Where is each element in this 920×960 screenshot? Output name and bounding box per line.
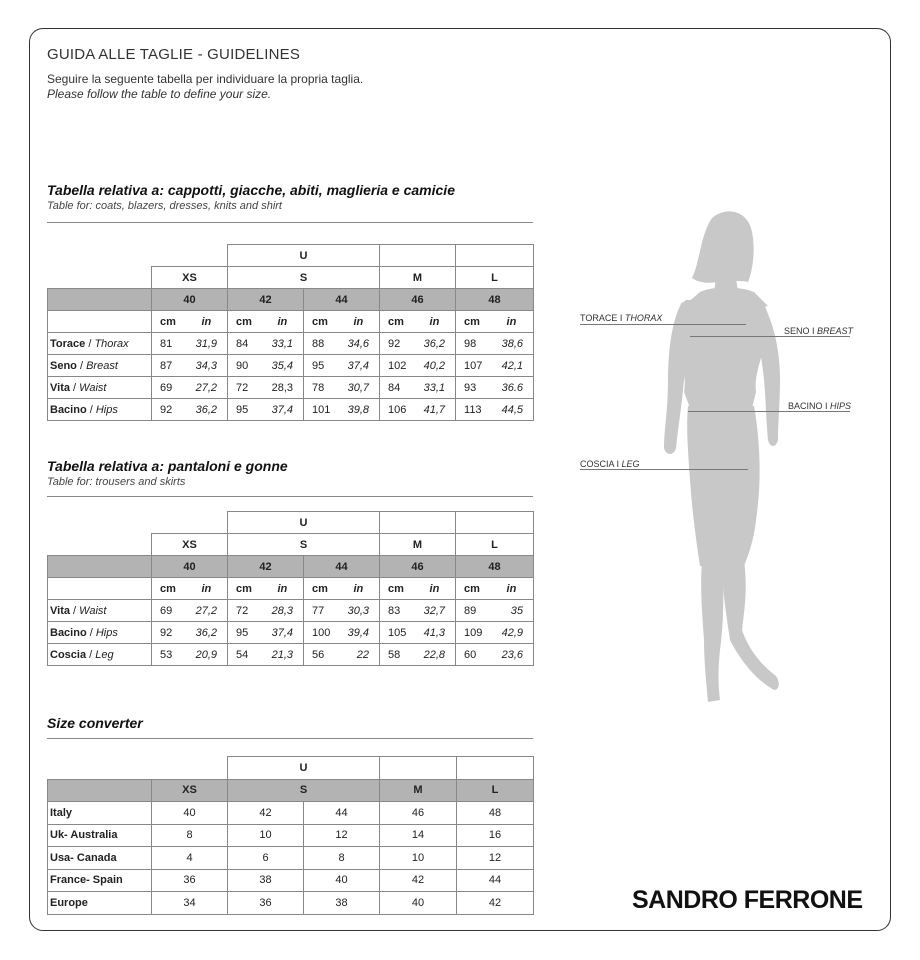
value-in: 34,6 xyxy=(342,333,380,355)
value-cm: 56 xyxy=(304,644,342,666)
value-in: 27,2 xyxy=(190,377,228,399)
size-number: 40 xyxy=(152,289,228,311)
table-row xyxy=(48,869,534,892)
size-value: 42 xyxy=(228,802,304,825)
size-value: 44 xyxy=(457,869,534,892)
value-in: 40,2 xyxy=(418,355,456,377)
size-number: 40 xyxy=(152,556,228,578)
value-in: 20,9 xyxy=(190,644,228,666)
size-value: 42 xyxy=(457,892,534,915)
size-value: 6 xyxy=(228,847,304,870)
value-in: 39,8 xyxy=(342,399,380,421)
value-cm: 98 xyxy=(456,333,495,355)
table1-subtitle: Table for: coats, blazers, dresses, knits and shirt xyxy=(47,200,282,212)
size-value: 40 xyxy=(304,869,380,892)
size-l: L xyxy=(457,779,534,802)
value-cm: 105 xyxy=(380,622,418,644)
value-cm: 95 xyxy=(228,622,266,644)
value-cm: 72 xyxy=(228,600,266,622)
size-value: 12 xyxy=(304,824,380,847)
size-value: 42 xyxy=(380,869,457,892)
group-label: U xyxy=(228,512,380,534)
size-xs: XS xyxy=(152,534,228,556)
size-xs: XS xyxy=(152,779,228,802)
value-cm: 106 xyxy=(380,399,418,421)
leg-line xyxy=(580,469,748,470)
value-in: 37,4 xyxy=(266,399,304,421)
size-number: 44 xyxy=(304,556,380,578)
value-cm: 90 xyxy=(228,355,266,377)
row-label: Coscia / Leg xyxy=(48,644,152,666)
value-cm: 60 xyxy=(456,644,495,666)
table-row xyxy=(48,847,534,870)
unit-in: in xyxy=(266,578,304,600)
value-in: 23,6 xyxy=(495,644,534,666)
value-in: 30,7 xyxy=(342,377,380,399)
hips-line xyxy=(688,411,850,412)
size-value: 8 xyxy=(304,847,380,870)
size-s: S xyxy=(228,779,380,802)
table-row xyxy=(48,377,534,399)
size-number: 42 xyxy=(228,289,304,311)
unit-cm: cm xyxy=(152,578,190,600)
group-label: U xyxy=(228,245,380,267)
value-in: 37,4 xyxy=(266,622,304,644)
unit-in: in xyxy=(418,578,456,600)
value-in: 37,4 xyxy=(342,355,380,377)
unit-cm: cm xyxy=(456,578,495,600)
value-cm: 109 xyxy=(456,622,495,644)
value-cm: 89 xyxy=(456,600,495,622)
unit-in: in xyxy=(495,578,534,600)
value-cm: 54 xyxy=(228,644,266,666)
value-cm: 84 xyxy=(228,333,266,355)
label-hips: BACINO I HIPS xyxy=(788,401,852,411)
unit-in: in xyxy=(418,311,456,333)
value-cm: 95 xyxy=(304,355,342,377)
label-breast: SENO I BREAST xyxy=(784,326,854,336)
label-thorax: TORACE I THORAX xyxy=(580,313,663,323)
size-value: 36 xyxy=(152,869,228,892)
value-cm: 95 xyxy=(228,399,266,421)
value-in: 31,9 xyxy=(190,333,228,355)
label-leg: COSCIA I LEG xyxy=(580,459,640,469)
value-in: 41,7 xyxy=(418,399,456,421)
row-label: Torace / Thorax xyxy=(48,333,152,355)
woman-silhouette-icon xyxy=(664,211,780,702)
size-value: 12 xyxy=(457,847,534,870)
unit-cm: cm xyxy=(304,311,342,333)
value-cm: 81 xyxy=(152,333,190,355)
row-label: Bacino / Hips xyxy=(48,622,152,644)
size-value: 38 xyxy=(228,869,304,892)
value-cm: 72 xyxy=(228,377,266,399)
unit-in: in xyxy=(266,311,304,333)
value-cm: 100 xyxy=(304,622,342,644)
value-in: 36,2 xyxy=(418,333,456,355)
value-cm: 88 xyxy=(304,333,342,355)
size-xs: XS xyxy=(152,267,228,289)
value-in: 36.6 xyxy=(495,377,534,399)
value-cm: 58 xyxy=(380,644,418,666)
size-value: 34 xyxy=(152,892,228,915)
converter-title: Size converter xyxy=(47,715,143,731)
size-value: 48 xyxy=(457,802,534,825)
size-number: 46 xyxy=(380,289,456,311)
size-s: S xyxy=(228,534,380,556)
value-in: 22,8 xyxy=(418,644,456,666)
value-in: 44,5 xyxy=(495,399,534,421)
size-value: 40 xyxy=(152,802,228,825)
value-in: 42,9 xyxy=(495,622,534,644)
group-label: U xyxy=(228,757,380,780)
value-cm: 101 xyxy=(304,399,342,421)
row-label: Italy xyxy=(48,802,152,825)
value-in: 35 xyxy=(495,600,534,622)
value-cm: 69 xyxy=(152,377,190,399)
size-l: L xyxy=(456,267,534,289)
value-cm: 113 xyxy=(456,399,495,421)
value-in: 21,3 xyxy=(266,644,304,666)
page-title: GUIDA ALLE TAGLIE - GUIDELINES xyxy=(47,46,301,63)
value-cm: 92 xyxy=(380,333,418,355)
unit-in: in xyxy=(342,578,380,600)
unit-cm: cm xyxy=(456,311,495,333)
table-row xyxy=(48,802,534,825)
unit-in: in xyxy=(495,311,534,333)
table-row xyxy=(48,333,534,355)
table-row xyxy=(48,622,534,644)
table-row xyxy=(48,355,534,377)
row-label: Vita / Waist xyxy=(48,377,152,399)
value-cm: 93 xyxy=(456,377,495,399)
value-in: 42,1 xyxy=(495,355,534,377)
size-value: 16 xyxy=(457,824,534,847)
unit-cm: cm xyxy=(304,578,342,600)
value-cm: 92 xyxy=(152,622,190,644)
value-in: 27,2 xyxy=(190,600,228,622)
size-number: 48 xyxy=(456,556,534,578)
intro-english: Please follow the table to define your size. xyxy=(47,87,272,101)
row-label: Bacino / Hips xyxy=(48,399,152,421)
row-label: Vita / Waist xyxy=(48,600,152,622)
value-cm: 77 xyxy=(304,600,342,622)
size-number: 44 xyxy=(304,289,380,311)
value-in: 35,4 xyxy=(266,355,304,377)
value-in: 36,2 xyxy=(190,622,228,644)
value-in: 32,7 xyxy=(418,600,456,622)
unit-cm: cm xyxy=(152,311,190,333)
size-s: S xyxy=(228,267,380,289)
row-label: Seno / Breast xyxy=(48,355,152,377)
value-cm: 87 xyxy=(152,355,190,377)
size-number: 46 xyxy=(380,556,456,578)
value-in: 34,3 xyxy=(190,355,228,377)
intro-italian: Seguire la seguente tabella per individuare la propria taglia. xyxy=(47,72,364,86)
unit-in: in xyxy=(342,311,380,333)
converter-rule xyxy=(47,738,533,739)
value-cm: 53 xyxy=(152,644,190,666)
value-cm: 69 xyxy=(152,600,190,622)
value-in: 39,4 xyxy=(342,622,380,644)
breast-line xyxy=(690,336,850,337)
value-in: 33,1 xyxy=(266,333,304,355)
table1-rule xyxy=(47,222,533,223)
value-in: 22 xyxy=(342,644,380,666)
size-m: M xyxy=(380,534,456,556)
row-label: Usa- Canada xyxy=(48,847,152,870)
value-in: 28,3 xyxy=(266,377,304,399)
table2-title: Tabella relativa a: pantaloni e gonne xyxy=(47,458,288,474)
value-in: 36,2 xyxy=(190,399,228,421)
size-number: 42 xyxy=(228,556,304,578)
size-value: 40 xyxy=(380,892,457,915)
row-label: France- Spain xyxy=(48,869,152,892)
size-value: 10 xyxy=(228,824,304,847)
size-converter-table xyxy=(47,756,534,915)
size-value: 44 xyxy=(304,802,380,825)
size-m: M xyxy=(380,267,456,289)
value-in: 38,6 xyxy=(495,333,534,355)
value-in: 33,1 xyxy=(418,377,456,399)
value-cm: 78 xyxy=(304,377,342,399)
table1-title: Tabella relativa a: cappotti, giacche, abiti, maglieria e camicie xyxy=(47,182,455,198)
size-m: M xyxy=(380,779,457,802)
row-label: Europe xyxy=(48,892,152,915)
size-value: 8 xyxy=(152,824,228,847)
value-cm: 83 xyxy=(380,600,418,622)
table-row xyxy=(48,824,534,847)
brand-logo: SANDRO FERRONE xyxy=(632,886,863,914)
size-table-trousers xyxy=(47,511,534,666)
value-in: 41,3 xyxy=(418,622,456,644)
size-value: 36 xyxy=(228,892,304,915)
size-value: 10 xyxy=(380,847,457,870)
value-in: 30,3 xyxy=(342,600,380,622)
row-label: Uk- Australia xyxy=(48,824,152,847)
value-cm: 102 xyxy=(380,355,418,377)
unit-cm: cm xyxy=(380,578,418,600)
value-cm: 84 xyxy=(380,377,418,399)
table-row xyxy=(48,892,534,915)
value-cm: 107 xyxy=(456,355,495,377)
table2-rule xyxy=(47,496,533,497)
size-value: 38 xyxy=(304,892,380,915)
unit-cm: cm xyxy=(228,578,266,600)
size-l: L xyxy=(456,534,534,556)
thorax-line xyxy=(580,324,746,325)
unit-in: in xyxy=(190,311,228,333)
unit-cm: cm xyxy=(228,311,266,333)
table2-subtitle: Table for: trousers and skirts xyxy=(47,476,186,488)
table-row xyxy=(48,644,534,666)
size-value: 14 xyxy=(380,824,457,847)
size-value: 46 xyxy=(380,802,457,825)
table-row xyxy=(48,600,534,622)
size-table-coats xyxy=(47,244,534,421)
size-value: 4 xyxy=(152,847,228,870)
value-in: 28,3 xyxy=(266,600,304,622)
table-row xyxy=(48,399,534,421)
size-number: 48 xyxy=(456,289,534,311)
unit-in: in xyxy=(190,578,228,600)
unit-cm: cm xyxy=(380,311,418,333)
value-cm: 92 xyxy=(152,399,190,421)
